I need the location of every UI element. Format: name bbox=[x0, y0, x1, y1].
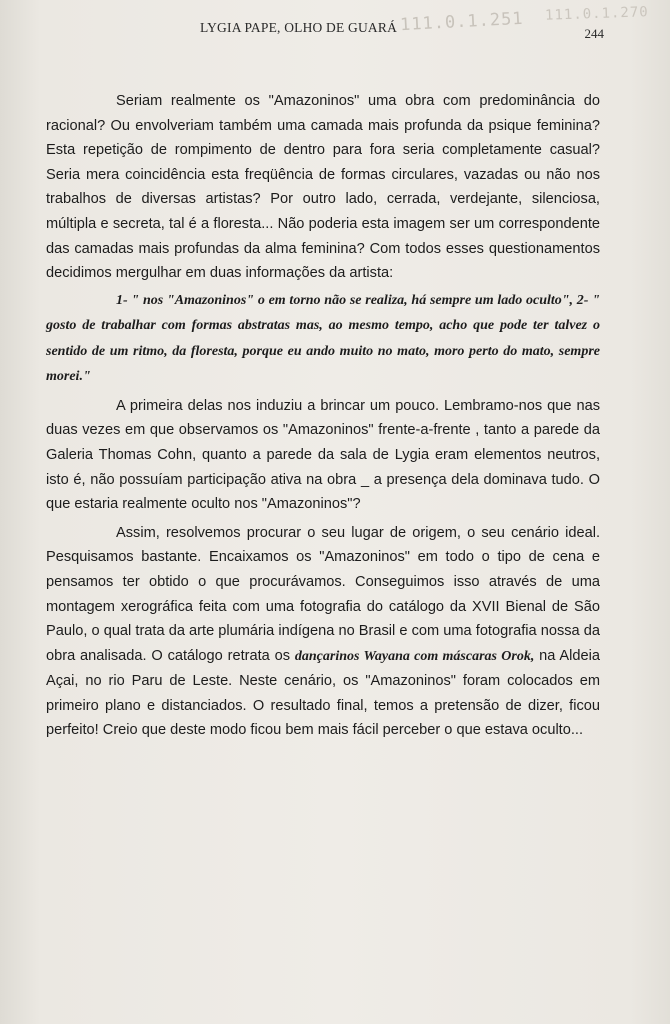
archive-stamp-secondary: 111.0.1.270 bbox=[544, 4, 649, 24]
page-header bbox=[0, 4, 670, 41]
paragraph-3-text-before: Assim, resolvemos procurar o seu lugar de origem, o seu cenário ideal. Pesquisamos bastante. Encaixamos os "Amazoninos" em todo o tipo de cena e pensamos ter obtido o que procurávamos. Conseguimos isso através de uma montagem xerográfica feita com uma fotografia do catálogo da XVII Bienal de São Paulo, o qual trata da arte plumária indígena no Brasil e com uma fotografia nossa da obra analisada. O catálogo retrata os bbox=[46, 524, 600, 664]
paragraph-3-text-after: na Aldeia Açai, no rio Paru de Leste. Neste cenário, os "Amazoninos" foram colocados em primeiro plano e distanciados. O resultado final, temos a pretensão de dizer, ficou perfeito! Creio que deste modo ficou bem mais fácil perceber o que estava oculto... bbox=[46, 647, 601, 739]
running-title: LYGIA PAPE, OLHO DE GUARÁ bbox=[200, 20, 398, 35]
paragraph-3 bbox=[46, 521, 600, 743]
paragraph-2-text: A primeira delas nos induziu a brincar um pouco. Lembramo-nos que nas duas vezes em que observamos os "Amazoninos" frente-a-frente , tanto a parede da Galeria Thomas Cohn, quanto a parede da sala de Lygia eram elementos neutros, isto é, não possuíam participação ativa na obra _ a presença dela dominava tudo. O que estaria realmente oculto nos "Amazoninos"? bbox=[46, 397, 600, 513]
artist-quote: 1- " nos "Amazoninos" o em torno não se realiza, há sempre um lado oculto", 2- " gosto de trabalhar com formas abstratas mas, ao mesmo tempo, acho que pode ter talvez o sentido de um ritmo, da floresta, porque eu ando muito no mato, moro perto do mato, sempre morei." bbox=[46, 292, 600, 385]
page-number: 244 bbox=[584, 26, 604, 41]
body-text bbox=[46, 89, 600, 743]
paragraph-2 bbox=[46, 394, 600, 517]
archive-stamp: 111.0.1.251 bbox=[399, 8, 525, 36]
paragraph-1 bbox=[46, 89, 600, 390]
paragraph-3-emphasis: dançarinos Wayana com máscaras Orok, bbox=[294, 648, 535, 664]
paragraph-1-text: Seriam realmente os "Amazoninos" uma obra com predominância do racional? Ou envolveriam também uma camada mais profunda da psique feminina? Esta repetição de rompimento de dentro para fora seria completamente casual? Seria mera coincidência esta freqüência de formas circulares, vazadas ou não nos trabalhos de diversas artistas? Por outro lado, cerrada, verdejante, silenciosa, múltipla e secreta, tal é a floresta... Não poderia esta imagem ser um correspondente das camadas mais profundas da alma feminina? Com todos esses questionamentos decidimos mergulhar em duas informações da artista: bbox=[46, 93, 600, 282]
